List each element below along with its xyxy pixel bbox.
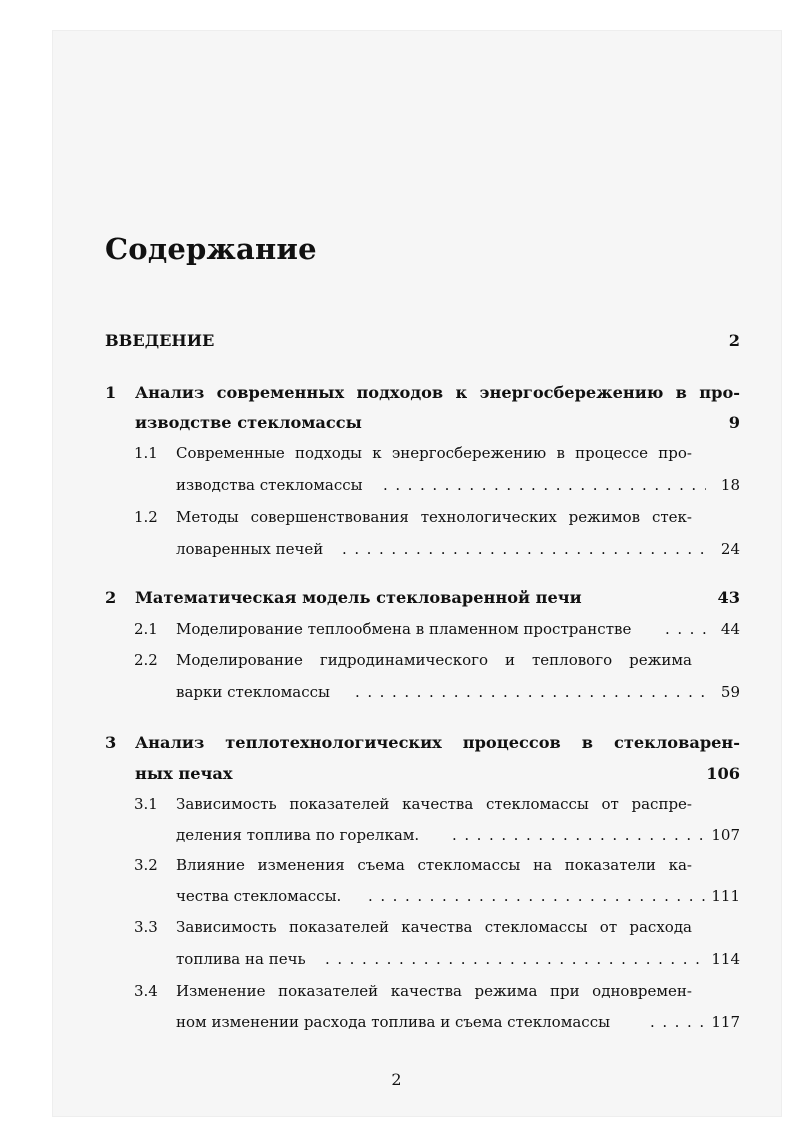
section-page: 111 [711, 887, 740, 905]
dot-leader [452, 826, 707, 844]
section-title-line-2: чества стекломассы. [176, 887, 342, 905]
section-title-line-2: деления топлива по горелкам. [176, 826, 420, 844]
dot-leader [383, 476, 706, 494]
section-number: 3.2 [134, 856, 158, 874]
section-title-line-1: Моделирование теплообмена в пламенном пространстве [176, 620, 632, 638]
section-title-line-2: варки стекломассы [176, 683, 330, 701]
chapter-number: 3 [105, 733, 117, 752]
section-number: 3.1 [134, 795, 158, 813]
section-number: 1.1 [134, 444, 158, 462]
dot-leader [650, 1013, 707, 1031]
section-page: 107 [711, 826, 740, 844]
chapter-title-line-1: Анализ теплотехнологических процессов в стекловарен- [135, 733, 740, 752]
chapter-number: 2 [105, 588, 117, 607]
section-number: 1.2 [134, 508, 158, 526]
section-page: 117 [711, 1013, 740, 1031]
section-title-line-1: Влияние изменения съема стекломассы на показатели ка- [176, 856, 692, 874]
section-number: 2.2 [134, 651, 158, 669]
chapter-number: 1 [105, 383, 117, 402]
section-title-line-1: Методы совершенствования технологических режимов стек- [176, 508, 692, 526]
page-number: 2 [391, 1070, 402, 1089]
chapter-page: 9 [728, 413, 740, 432]
section-title-line-2: топлива на печь [176, 950, 306, 968]
chapter-page: 106 [706, 764, 740, 783]
section-title-line-1: Изменение показателей качества режима при одновремен- [176, 982, 692, 1000]
section-title-line-2: ловаренных печей [176, 540, 324, 558]
section-number: 2.1 [134, 620, 158, 638]
section-page: 59 [720, 683, 740, 701]
page-title: Содержание [105, 232, 317, 266]
section-page: 24 [720, 540, 740, 558]
dot-leader [665, 620, 707, 638]
dot-leader [325, 950, 707, 968]
section-title-line-1: Моделирование гидродинамического и теплового режима [176, 651, 692, 669]
chapter-page: 43 [717, 588, 740, 607]
dot-leader [368, 887, 707, 905]
section-page: 44 [720, 620, 740, 638]
toc-entry-page: 2 [728, 331, 740, 350]
toc-entry-label: ВВЕДЕНИЕ [105, 331, 215, 350]
chapter-title-line-2: ных печах [135, 764, 233, 783]
section-title-line-1: Современные подходы к энергосбережению в процессе про- [176, 444, 692, 462]
chapter-title-line-2: изводстве стекломассы [135, 413, 362, 432]
section-number: 3.3 [134, 918, 158, 936]
section-title-line-1: Зависимость показателей качества стекломассы от распре- [176, 795, 692, 813]
dot-leader [355, 683, 707, 701]
dot-leader [342, 540, 707, 558]
chapter-title-line-1: Математическая модель стекловаренной печи [135, 588, 582, 607]
section-title-line-1: Зависимость показателей качества стекломассы от расхода [176, 918, 692, 936]
section-page: 18 [720, 476, 740, 494]
section-page: 114 [711, 950, 740, 968]
section-title-line-2: изводства стекломассы [176, 476, 363, 494]
chapter-title-line-1: Анализ современных подходов к энергосбережению в про- [135, 383, 740, 402]
section-title-line-2: ном изменении расхода топлива и съема стекломассы [176, 1013, 611, 1031]
section-number: 3.4 [134, 982, 158, 1000]
